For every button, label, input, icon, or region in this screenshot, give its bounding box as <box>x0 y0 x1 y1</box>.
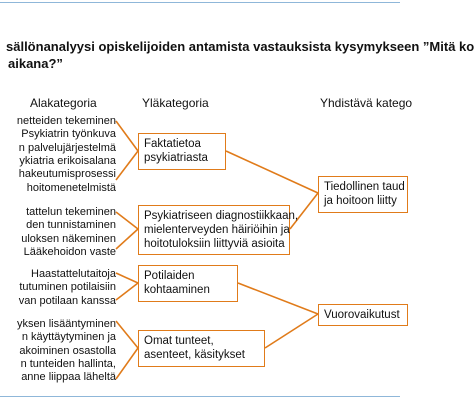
subcategory-item: Lääkehoidon vaste <box>23 245 116 258</box>
title-line-2: aikana?” <box>8 56 63 71</box>
unifying-category-vuorovaikutus: Vuorovaikutust <box>318 304 408 326</box>
subcategory-item: den tunnistaminen <box>26 219 116 232</box>
subcategory-item: Psykiatrin työnkuva <box>21 128 116 141</box>
subcategory-item: n tunteiden hallinta, <box>20 357 116 370</box>
subcategory-item: van potilaan kanssa <box>18 294 116 307</box>
column-header-unifying: Yhdistävä katego <box>320 96 413 110</box>
subcategory-item: tutuminen potilaisiin <box>19 281 116 294</box>
subcategory-item: Haastattelutaitoja <box>31 268 116 280</box>
subcategory-item: uloksen näkeminen <box>21 232 116 245</box>
subcategory-item: akoiminen osastolla <box>19 344 116 357</box>
unifying-category-tiedollinen: Tiedollinen taud ja hoitoon liitty <box>318 176 408 213</box>
column-header-sub: Alakategoria <box>30 96 97 110</box>
subcategory-item: hakeutumisprosessi <box>18 168 116 181</box>
subcategory-item: yksen lisääntyminen <box>16 318 116 330</box>
column-header-main: Yläkategoria <box>142 96 209 110</box>
subcategory-item: netteiden tekeminen <box>16 115 116 127</box>
bottom-rule <box>0 396 400 397</box>
main-category-omat-tunteet: Omat tunteet, asenteet, käsitykset <box>138 330 265 367</box>
subcategory-item: tattelun tekeminen <box>26 206 116 218</box>
main-category-potilaiden-kohtaaminen: Potilaiden kohtaaminen <box>138 265 238 302</box>
subcategory-item: anne liippaa läheltä <box>21 371 116 384</box>
subcategory-item: n palvelujärjestelmä <box>18 141 116 154</box>
subcategory-item: ykiatria erikoisalana <box>19 154 116 167</box>
main-category-diagnostiikka: Psykiatriseen diagnostiikkaan, mielenterveyden häiriöihin ja hoitotuloksiin liittyviä asioita <box>138 205 290 255</box>
main-category-faktatietoa: Faktatietoa psykiatriasta <box>138 133 226 170</box>
subcategory-item: n käyttäytyminen ja <box>21 331 116 344</box>
subcategory-item: hoitomenetelmistä <box>26 181 116 194</box>
title-line-1: sällönanalyysi opiskelijoiden antamista vastauksista kysymykseen ”Mitä ko <box>6 39 474 54</box>
